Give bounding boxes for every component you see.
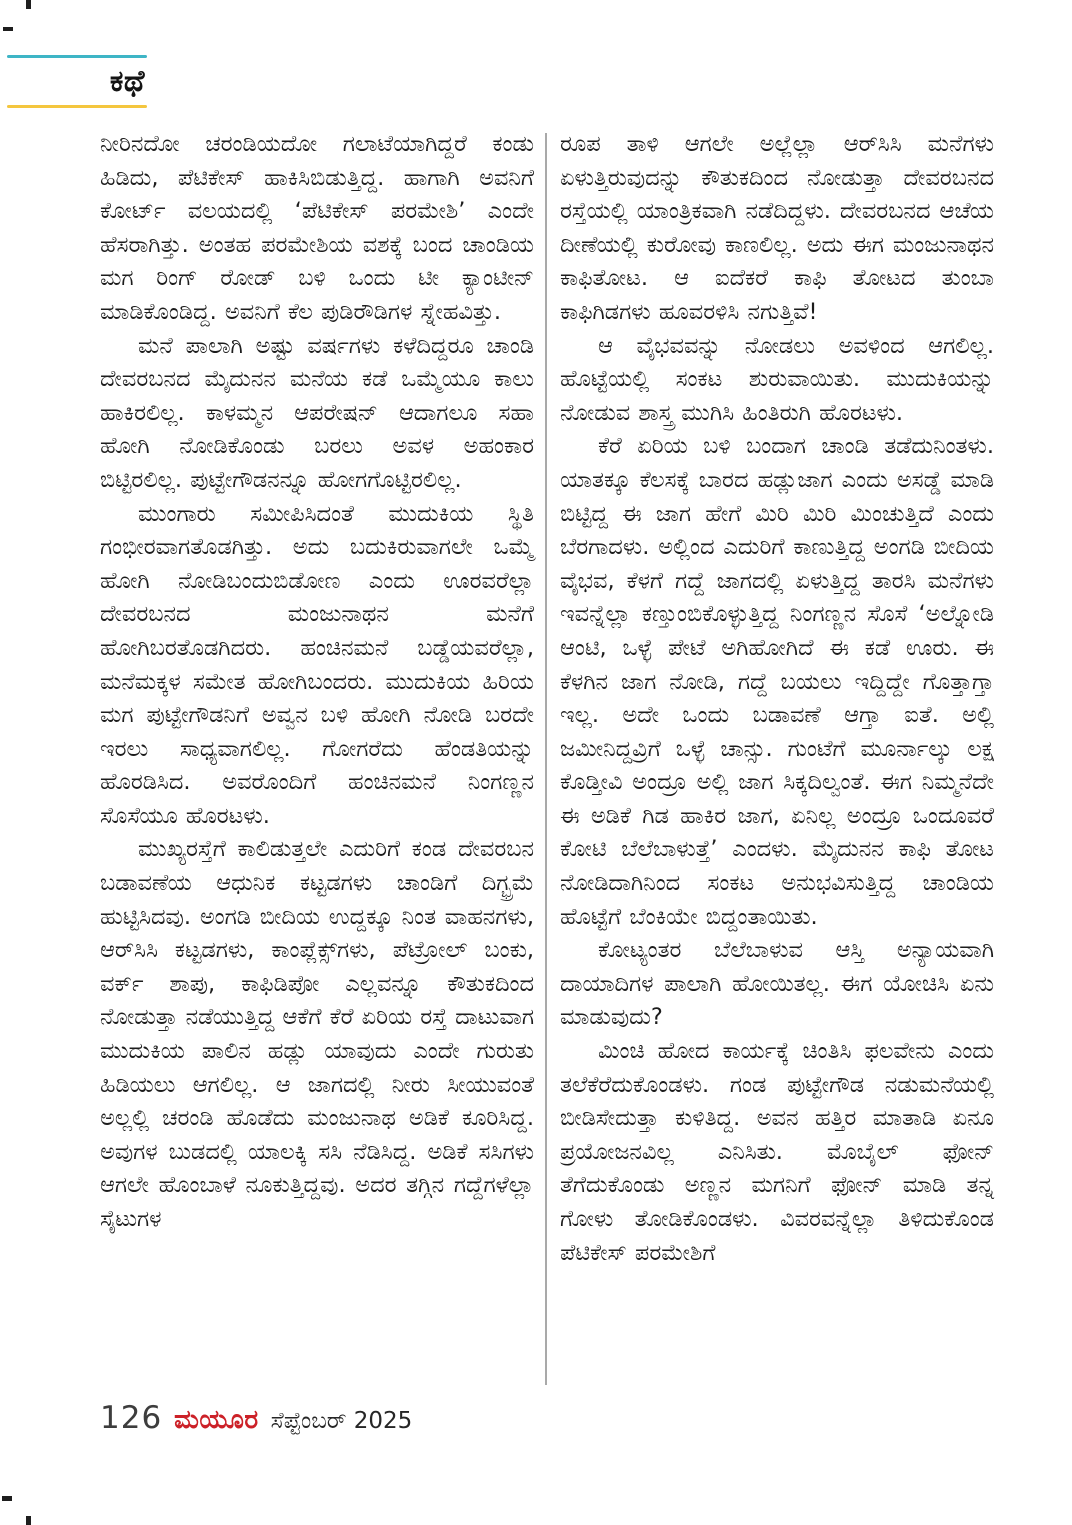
article-body: [100, 128, 994, 1396]
paragraph: ಕೆರೆ ಏರಿಯ ಬಳಿ ಬಂದಾಗ ಚಾಂಡಿ ತಡೆದುನಿಂತಳು. ಯಾತಕ್ಕೂ ಕೆಲಸಕ್ಕೆ ಬಾರದ ಹಡ್ಲುಜಾಗ ಎಂದು ಅಸಡ್ಡೆ ಮಾಡಿ ಬಿಟ್ಟಿದ್ದ ಈ ಜಾಗ ಹೇಗೆ ಮಿರಿ ಮಿರಿ ಮಿಂಚುತ್ತಿದೆ ಎಂದು ಬೆರಗಾದಳು. ಅಲ್ಲಿಂದ ಎದುರಿಗೆ ಕಾಣುತ್ತಿದ್ದ ಅಂಗಡಿ ಬೀದಿಯ ವೈಭವ, ಕೆಳಗೆ ಗದ್ದೆ ಜಾಗದಲ್ಲಿ ಏಳುತ್ತಿದ್ದ ತಾರಸಿ ಮನೆಗಳು ಇವನ್ನೆಲ್ಲಾ ಕಣ್ತುಂಬಿಕೊಳ್ಳುತ್ತಿದ್ದ ನಿಂಗಣ್ಣನ ಸೊಸೆ ‘ಅಲ್ನೋಡಿ ಆಂಟಿ, ಒಳ್ಳೆ ಪೇಟೆ ಅಗಿಹೋಗಿದೆ ಈ ಕಡೆ ಊರು. ಈ ಕೆಳಗಿನ ಜಾಗ ನೋಡಿ, ಗದ್ದೆ ಬಯಲು ಇದ್ದಿದ್ದೇ ಗೊತ್ತಾಗ್ತಾ ಇಲ್ಲ. ಅದೇ ಒಂದು ಬಡಾವಣೆ ಆಗ್ತಾ ಐತೆ. ಅಲ್ಲಿ ಜಮೀನಿದ್ದವ್ರಿಗೆ ಒಳ್ಳೆ ಚಾನ್ಸು. ಗುಂಟೆಗೆ ಮೂರ್ನಾಲ್ಕು ಲಕ್ಷ ಕೊಡ್ತೀವಿ ಅಂದ್ರೂ ಅಲ್ಲಿ ಜಾಗ ಸಿಕ್ಕದಿಲ್ವಂತೆ. ಈಗ ನಿಮ್ಮನೆದೇ ಈ ಅಡಿಕೆ ಗಿಡ ಹಾಕಿರ ಜಾಗ, ಏನಿಲ್ಲ ಅಂದ್ರೂ ಒಂದೂವರೆ ಕೋಟಿ ಬೆಲೆಬಾಳುತ್ತೆ’ ಎಂದಳು. ಮೈದುನನ ಕಾಫಿ ತೋಟ ನೋಡಿದಾಗಿನಿಂದ ಸಂಕಟ ಅನುಭವಿಸುತ್ತಿದ್ದ ಚಾಂಡಿಯ ಹೊಟ್ಟೆಗೆ ಬೆಂಕಿಯೇ ಬಿದ್ದಂತಾಯಿತು.: [560, 433, 994, 930]
magazine-logo: ಮಯೂರ: [174, 1405, 259, 1435]
article-column-right: [560, 128, 994, 1396]
paragraph: ಮುಂಗಾರು ಸಮೀಪಿಸಿದಂತೆ ಮುದುಕಿಯ ಸ್ಥಿತಿ ಗಂಭೀರವಾಗತೊಡಗಿತ್ತು. ಅದು ಬದುಕಿರುವಾಗಲೇ ಒಮ್ಮೆ ಹೋಗಿ ನೋಡಿಬಂದುಬಿಡೋಣ ಎಂದು ಊರವರೆಲ್ಲಾ ದೇವರಬನದ ಮಂಜುನಾಥನ ಮನೆಗೆ ಹೋಗಿಬರತೊಡಗಿದರು. ಹಂಚಿನಮನೆ ಬಡ್ಡೆಯವರೆಲ್ಲಾ, ಮನೆಮಕ್ಕಳ ಸಮೇತ ಹೋಗಿಬಂದರು. ಮುದುಕಿಯ ಹಿರಿಯ ಮಗ ಪುಟ್ಟೇಗೌಡನಿಗೆ ಅವ್ವನ ಬಳಿ ಹೋಗಿ ನೋಡಿ ಬರದೇ ಇರಲು ಸಾಧ್ಯವಾಗಲಿಲ್ಲ. ಗೋಗರೆದು ಹೆಂಡತಿಯನ್ನು ಹೊರಡಿಸಿದ. ಅವರೊಂದಿಗೆ ಹಂಚಿನಮನೆ ನಿಂಗಣ್ಣನ ಸೊಸೆಯೂ ಹೊರಟಳು.: [100, 500, 534, 829]
paragraph: ಆ ವೈಭವವನ್ನು ನೋಡಲು ಅವಳಿಂದ ಆಗಲಿಲ್ಲ. ಹೊಟ್ಟೆಯಲ್ಲಿ ಸಂಕಟ ಶುರುವಾಯಿತು. ಮುದುಕಿಯನ್ನು ನೋಡುವ ಶಾಸ್ತ್ರ ಮುಗಿಸಿ ಹಿಂತಿರುಗಿ ಹೊರಟಳು.: [560, 332, 994, 426]
crop-mark-top-dash: [3, 27, 13, 31]
paragraph: ನೀರಿನದೋ ಚರಂಡಿಯದೋ ಗಲಾಟೆಯಾಗಿದ್ದರೆ ಕಂಡು ಹಿಡಿದು, ಪೆಟಿಕೇಸ್ ಹಾಕಿಸಿಬಿಡುತ್ತಿದ್ದ. ಹಾಗಾಗಿ ಅವನಿಗೆ ಕೋರ್ಟ್ ವಲಯದಲ್ಲಿ ‘ಪೆಟಿಕೇಸ್ ಪರಮೇಶಿ’ ಎಂದೇ ಹೆಸರಾಗಿತ್ತು. ಅಂತಹ ಪರಮೇಶಿಯ ವಶಕ್ಕೆ ಬಂದ ಚಾಂಡಿಯ ಮಗ ರಿಂಗ್ ರೋಡ್ ಬಳಿ ಒಂದು ಟೀ ಕ್ಯಾಂಟೀನ್ ಮಾಡಿಕೊಂಡಿದ್ದ. ಅವನಿಗೆ ಕೆಲ ಪುಡಿರೌಡಿಗಳ ಸ್ನೇಹವಿತ್ತು.: [100, 131, 534, 325]
header-rule-yellow: [7, 105, 147, 108]
paragraph: ಮಿಂಚಿ ಹೋದ ಕಾರ್ಯಕ್ಕೆ ಚಿಂತಿಸಿ ಫಲವೇನು ಎಂದು ತಲೆಕೆರೆದುಕೊಂಡಳು. ಗಂಡ ಪುಟ್ಟೇಗೌಡ ನಡುಮನೆಯಲ್ಲಿ ಬೀಡಿಸೇದುತ್ತಾ ಕುಳಿತಿದ್ದ. ಅವನ ಹತ್ತಿರ ಮಾತಾಡಿ ಏನೂ ಪ್ರಯೋಜನವಿಲ್ಲ ಎನಿಸಿತು. ಮೊಬೈಲ್ ಫೋನ್ ತೆಗೆದುಕೊಂಡು ಅಣ್ಣನ ಮಗನಿಗೆ ಫೋನ್ ಮಾಡಿ ತನ್ನ ಗೋಳು ತೋಡಿಕೊಂಡಳು. ವಿವರವನ್ನೆಲ್ಲಾ ತಿಳಿದುಕೊಂಡ ಪೆಟಿಕೇಸ್ ಪರಮೇಶಿಗೆ: [560, 1038, 994, 1266]
paragraph: ರೂಪ ತಾಳಿ ಆಗಲೇ ಅಲ್ಲೆಲ್ಲಾ ಆರ್‌ಸಿಸಿ ಮನೆಗಳು ಏಳುತ್ತಿರುವುದನ್ನು ಕೌತುಕದಿಂದ ನೋಡುತ್ತಾ ದೇವರಬನದ ರಸ್ತೆಯಲ್ಲಿ ಯಾಂತ್ರಿಕವಾಗಿ ನಡೆದಿದ್ದಳು. ದೇವರಬನದ ಆಚೆಯ ದೀಣೆಯಲ್ಲಿ ಕುರೋವು ಕಾಣಲಿಲ್ಲ. ಅದು ಈಗ ಮಂಜುನಾಥನ ಕಾಫಿತೋಟ. ಆ ಐದೆಕರೆ ಕಾಫಿ ತೋಟದ ತುಂಬಾ ಕಾಫಿಗಿಡಗಳು ಹೂವರಳಿಸಿ ನಗುತ್ತಿವೆ!: [560, 131, 994, 325]
paragraph: ಮುಖ್ಯರಸ್ತೆಗೆ ಕಾಲಿಡುತ್ತಲೇ ಎದುರಿಗೆ ಕಂಡ ದೇವರಬನ ಬಡಾವಣೆಯ ಆಧುನಿಕ ಕಟ್ಟಡಗಳು ಚಾಂಡಿಗೆ ದಿಗ್ಭ್ರಮೆ ಹುಟ್ಟಿಸಿದವು. ಅಂಗಡಿ ಬೀದಿಯ ಉದ್ದಕ್ಕೂ ನಿಂತ ವಾಹನಗಳು, ಆರ್‌ಸಿಸಿ ಕಟ್ಟಡಗಳು, ಕಾಂಪ್ಲೆಕ್ಸ್‌ಗಳು, ಪೆಟ್ರೋಲ್ ಬಂಕು, ವರ್ಕ್ ಶಾಪು, ಕಾಫಿಡಿಪೋ ಎಲ್ಲವನ್ನೂ ಕೌತುಕದಿಂದ ನೋಡುತ್ತಾ ನಡೆಯುತ್ತಿದ್ದ ಆಕೆಗೆ ಕೆರೆ ಏರಿಯ ರಸ್ತೆ ದಾಟುವಾಗ ಮುದುಕಿಯ ಪಾಲಿನ ಹಡ್ಲು ಯಾವುದು ಎಂದೇ ಗುರುತು ಹಿಡಿಯಲು ಆಗಲಿಲ್ಲ. ಆ ಜಾಗದಲ್ಲಿ ನೀರು ಸೀಯುವಂತೆ ಅಲ್ಲಲ್ಲಿ ಚರಂಡಿ ಹೊಡೆದು ಮಂಜುನಾಥ ಅಡಿಕೆ ಕೂರಿಸಿದ್ದ. ಅವುಗಳ ಬುಡದಲ್ಲಿ ಯಾಲಕ್ಕಿ ಸಸಿ ನೆಡಿಸಿದ್ದ. ಅಡಿಕೆ ಸಸಿಗಳು ಆಗಲೇ ಹೊಂಬಾಳೆ ನೂಕುತ್ತಿದ್ದವು. ಅದರ ತಗ್ಗಿನ ಗದ್ದೆಗಳೆಲ್ಲಾ ಸೈಟುಗಳ: [100, 836, 534, 1232]
crop-mark-bottom-bar: [26, 1516, 31, 1525]
section-title: ಕಥೆ: [109, 64, 145, 99]
issue-date: ಸೆಪ್ಟೆಂಬರ್ 2025: [270, 1408, 413, 1434]
paragraph: ಕೋಟ್ಯಂತರ ಬೆಲೆಬಾಳುವ ಆಸ್ತಿ ಅನ್ಯಾಯವಾಗಿ ದಾಯಾದಿಗಳ ಪಾಲಾಗಿ ಹೋಯಿತಲ್ಲ. ಈಗ ಯೋಚಿಸಿ ಏನು ಮಾಡುವುದು?: [560, 937, 994, 1031]
page-number: 126: [100, 1400, 163, 1436]
article-column-left: [100, 128, 534, 1396]
crop-mark-top-bar: [26, 0, 31, 9]
crop-mark-bottom-dash: [2, 1496, 12, 1501]
column-divider: [545, 133, 547, 1385]
section-header: [7, 55, 147, 108]
paragraph: ಮನೆ ಪಾಲಾಗಿ ಅಷ್ಟು ವರ್ಷಗಳು ಕಳೆದಿದ್ದರೂ ಚಾಂಡಿ ದೇವರಬನದ ಮೈದುನನ ಮನೆಯ ಕಡೆ ಒಮ್ಮೆಯೂ ಕಾಲು ಹಾಕಿರಲಿಲ್ಲ. ಕಾಳಮ್ಮನ ಆಪರೇಷನ್ ಆದಾಗಲೂ ಸಹಾ ಹೋಗಿ ನೋಡಿಕೊಂಡು ಬರಲು ಅವಳ ಅಹಂಕಾರ ಬಿಟ್ಟಿರಲಿಲ್ಲ. ಪುಟ್ಟೇಗೌಡನನ್ನೂ ಹೋಗಗೊಟ್ಟಿರಲಿಲ್ಲ.: [100, 332, 534, 493]
page-footer: [100, 1400, 412, 1436]
